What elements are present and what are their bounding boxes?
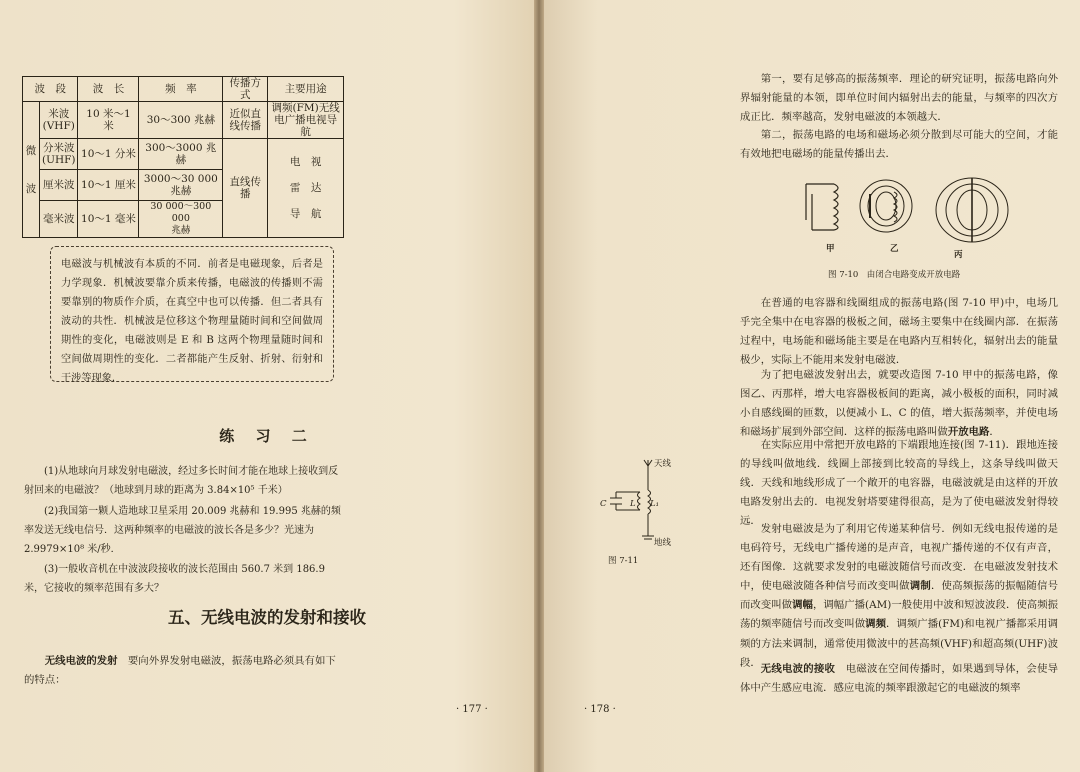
table-header-row xyxy=(23,77,344,102)
paragraph-first: 第一，要有足够高的振荡频率．理论的研究证明，振荡电路向外界辐射能量的本领，即单位时间内辐射出去的能量，与频率的四次方成正比．频率越高，发射电磁波的本领越大． xyxy=(740,73,1058,124)
paragraph-second: 第二，振荡电路的电场和磁场必须分散到尽可能大的空间，才能有效地把电磁场的能量传播出去． xyxy=(740,129,1058,161)
exercise-item-1: (1)从地球向月球发射电磁波，经过多长时间才能在地球上接收到反射回来的电磁波？（地球到月球的距离为 3.84×10⁵ 千米） xyxy=(24,466,339,496)
left-page xyxy=(0,0,534,772)
fig11-coil-label: L xyxy=(630,499,636,509)
paragraph-fourth: 为了把电磁波发射出去，就要改造图 7-10 甲中的振荡电路，像图乙、丙那样，增大电容器极板间的距离，减小极板的面积，同时减小自感线圈的匝数，以便减小 L、C 的值，增大振荡频率，并使电场和磁场扩展到外部空间．这样的振荡电路叫做开放电路． xyxy=(740,369,1058,439)
header-wavelength: 波 长 xyxy=(78,77,139,102)
band-cell: 厘米波 xyxy=(40,170,78,201)
wave-band-table xyxy=(22,76,344,238)
fig11-caption: 图 7-11 xyxy=(608,556,639,566)
fig11-coil2-label: L₁ xyxy=(650,499,660,509)
propagation-cell: 近似直 线传播 xyxy=(223,102,268,139)
fig11-ground-label: 地线 xyxy=(654,538,672,548)
figure-semi-open-circuit xyxy=(860,180,912,232)
frequency-cell: 300～3000 兆赫 xyxy=(139,139,223,170)
band-cell: 米波 (VHF) xyxy=(40,102,78,139)
wavelength-cell: 10 米～1 米 xyxy=(78,102,139,139)
book-gutter xyxy=(534,0,544,772)
fig10-label-c: 丙 xyxy=(954,250,963,260)
paragraph-sixth: 发射电磁波是为了利用它传递某种信号．例如无线电报传递的是电码符号，无线电广播传递的是声音，电视广播传递的不仅有声音，还有图像．这就要求发射的电磁波随信号而改变．在电磁波发射技术中，使电磁波随各种信号而改变叫做调制．使高频振荡的振幅随信号而改变叫做调幅，调幅广播(AM)一般使用中波和短波波段．使高频振荡的频率随信号而改变叫做调频．调频广播(FM)和电视广播都采用调频的方法来调制，通常使用微波中的甚高频(VHF)和超高频(UHF)波段． xyxy=(740,523,1059,669)
fig11-antenna-label: 天线 xyxy=(654,459,672,469)
exercise-title: 练 习 二 xyxy=(219,427,315,445)
usage-shared-cell: 电 视 雷 达 导 航 xyxy=(268,139,344,238)
page-number-right: · 178 · xyxy=(584,704,616,715)
microwave-group-label: 微 波 xyxy=(23,102,40,238)
wavelength-cell: 10～1 分米 xyxy=(78,139,139,170)
header-frequency: 频 率 xyxy=(139,77,223,102)
paragraph-seventh: 无线电波的接收 电磁波在空间传播时，如果遇到导体，会使导体中产生感应电流．感应电流的频率跟激起它的电磁波的频率 xyxy=(740,663,1059,695)
section-paragraph xyxy=(24,652,344,690)
fig11-capacitor-label: C xyxy=(600,499,607,509)
header-propagation: 传播方式 xyxy=(223,77,268,102)
frequency-cell: 3000～30 000 兆赫 xyxy=(139,170,223,201)
fig10-label-b: 乙 xyxy=(890,244,899,254)
propagation-shared-cell: 直线传播 xyxy=(223,139,268,238)
wavelength-cell: 10～1 毫米 xyxy=(78,201,139,238)
table-row xyxy=(23,102,344,139)
right-page xyxy=(544,0,1080,772)
frequency-cell: 30 000～300 000 兆赫 xyxy=(139,201,223,238)
exercise-item-3: (3)一般收音机在中波波段接收的波长范围由 560.7 米到 186.9 米，它接收的频率范围有多大？ xyxy=(24,564,325,594)
usage-cell: 调频(FM)无线 电广播电视导航 xyxy=(268,102,344,139)
band-cell: 分米波 (UHF) xyxy=(40,139,78,170)
frequency-cell: 30～300 兆赫 xyxy=(139,102,223,139)
paragraph-fifth: 在实际应用中常把开放电路的下端跟地连接(图 7-11)．跟地连接的导线叫做地线．线圈上部接到比较高的导线上，这条导线叫做天线．天线和地线形成了一个敞开的电容器，电磁波就是由这样的开放电路发射出去的．电视发射塔要建得很高，是为了使电磁波发射得较远． xyxy=(740,439,1058,528)
wavelength-cell: 10～1 厘米 xyxy=(78,170,139,201)
comparison-note-box: 电磁波与机械波有本质的不同．前者是电磁现象，后者是力学现象．机械波要靠介质来传播，电磁波的传播则不需要靠别的物质作介质，在真空中也可以传播．但二者具有波动的共性．机械波是位移这个物理量随时间和空间做周期性的变化，电磁波则是 E 和 B 这两个物理量随时间和空间做周期性的变化．二者都能产生反射、折射、衍射和干涉等现象． xyxy=(50,246,334,382)
header-usage: 主要用途 xyxy=(268,77,344,102)
section-title: 五、无线电波的发射和接收 xyxy=(168,608,366,627)
table-row xyxy=(23,139,344,170)
page-number-left: · 177 · xyxy=(456,704,488,715)
coil-l xyxy=(638,492,641,510)
exercise-item-2: (2)我国第一颗人造地球卫星采用 20.009 兆赫和 19.995 兆赫的频率发送无线电信号．这两种频率的电磁波的波长各是多少？光速为 2.9979×10⁸ 米/秒． xyxy=(24,506,341,555)
paragraph-third: 在普通的电容器和线圈组成的振荡电路(图 7-10 甲)中，电场几乎完全集中在电容器的极板之间，磁场主要集中在线圈内部．在振荡过程中，电场能和磁场能主要是在电路内互相转化，辐射出去的能量极少，实际上不能用来发射电磁波． xyxy=(740,297,1058,367)
figure-closed-circuit xyxy=(806,184,838,230)
section-text: 要向外界发射电磁波，振荡电路必须具有如下的特点： xyxy=(24,655,336,686)
fig10-label-a: 甲 xyxy=(826,244,835,254)
section-lead: 无线电波的发射 xyxy=(44,655,118,667)
figure-open-circuit xyxy=(936,178,1008,242)
header-band: 波 段 xyxy=(23,77,78,102)
fig10-caption: 图 7-10 由闭合电路变成开放电路 xyxy=(828,270,961,280)
band-cell: 毫米波 xyxy=(40,201,78,238)
